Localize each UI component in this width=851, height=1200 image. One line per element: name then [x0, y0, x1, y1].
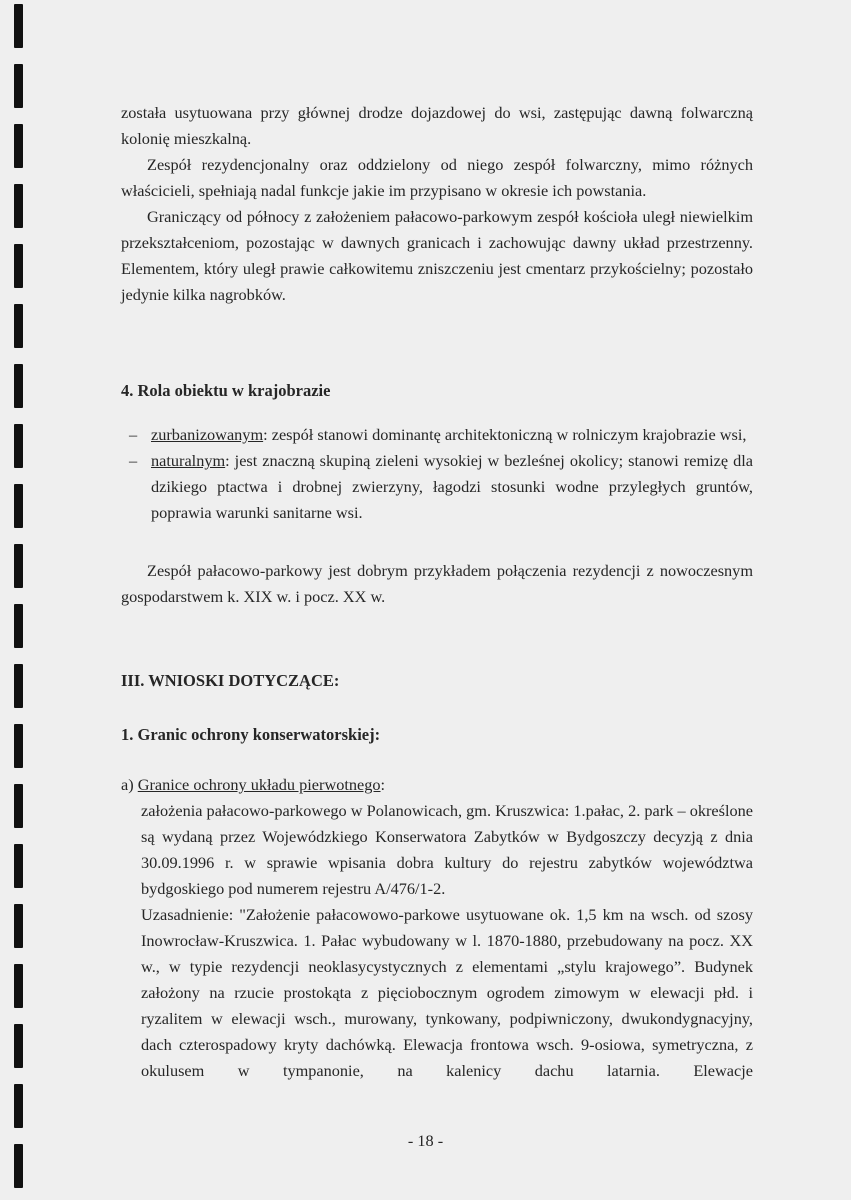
list-term: naturalnym: [151, 451, 226, 470]
binding-hole: [14, 1024, 23, 1068]
dash-bullet: –: [129, 451, 138, 470]
binding-hole: [14, 424, 23, 468]
subsection-heading: 1. Granic ochrony konserwatorskiej:: [121, 725, 381, 744]
paragraph: Graniczący od północy z założeniem pałacowo-parkowym zespół kościoła uległ niewielkim przekształceniom, pozostając w dawnych granicach i zachowując dawny układ przestrzenny. Elementem, który uległ prawie całkowitemu zniszczeniu jest cmentarz przykościelny; pozostało jedynie kilka nagrobków.: [121, 207, 753, 304]
binding-hole: [14, 1084, 23, 1128]
item-a-heading: [121, 772, 753, 798]
binding-holes: [14, 0, 23, 1200]
binding-hole: [14, 64, 23, 108]
paragraph: Zespół pałacowo-parkowy jest dobrym przykładem połączenia rezydencji z nowoczesnym gospodarstwem k. XIX w. i pocz. XX w.: [121, 561, 753, 606]
section-heading: 4. Rola obiektu w krajobrazie: [121, 381, 331, 400]
item-a: [121, 772, 753, 1084]
dash-bullet: –: [129, 425, 138, 444]
binding-hole: [14, 964, 23, 1008]
binding-hole: [14, 724, 23, 768]
binding-hole: [14, 844, 23, 888]
list-term: zurbanizowanym: [151, 425, 264, 444]
binding-hole: [14, 904, 23, 948]
item-a-colon: :: [380, 775, 386, 794]
binding-hole: [14, 304, 23, 348]
page-number: - 18 -: [407, 1131, 444, 1150]
binding-hole: [14, 184, 23, 228]
list-text: : zespół stanowi dominantę architektoniczną w rolniczym krajobrazie wsi,: [263, 425, 747, 444]
binding-hole: [14, 4, 23, 48]
paragraph: została usytuowana przy głównej drodze dojazdowej do wsi, zastępując dawną folwarczną kolonię mieszkalną.: [121, 103, 753, 148]
paragraph: założenia pałacowo-parkowego w Polanowicach, gm. Kruszwica: 1.pałac, 2. park – określone są wydaną przez Wojewódzkiego Konserwatora Zabytków w Bydgoszczy decyzją z dnia 30.09.1996 r. w sprawie wpisania dobra kultury do rejestru zabytków województwa bydgoskiego pod numerem rejestru A/476/1-2.: [141, 801, 753, 898]
binding-hole: [14, 244, 23, 288]
list-item: [121, 448, 753, 526]
item-a-title: Granice ochrony układu pierwotnego: [137, 775, 381, 794]
binding-hole: [14, 484, 23, 528]
list-item: [121, 422, 753, 448]
list-text: : jest znaczną skupiną zieleni wysokiej w bezleśnej okolicy; stanowi remizę dla dzikiego ptactwa i drobnej zwierzyny, łagodzi stosunki wodne przyległych gruntów, poprawia warunki sanitarne wsi.: [151, 451, 753, 522]
section-heading: III. WNIOSKI DOTYCZĄCE:: [121, 671, 340, 690]
binding-hole: [14, 124, 23, 168]
page-content: [121, 100, 753, 1084]
binding-hole: [14, 604, 23, 648]
paragraph: Zespół rezydencjonalny oraz oddzielony od niego zespół folwarczny, mimo różnych właścicieli, spełniają nadal funkcje jakie im przypisano w okresie ich powstania.: [121, 155, 753, 200]
binding-hole: [14, 664, 23, 708]
paragraph: Uzasadnienie: "Założenie pałacowowo-parkowe usytuowane ok. 1,5 km na wsch. od szosy Inowrocław-Kruszwica. 1. Pałac wybudowany w l. 1870-1880, przebudowany na pocz. XX w., w typie rezydencji neoklasycystycznych z elementami „stylu krajowego”. Budynek założony na rzucie prostokąta z pięciobocznym ogrodem zimowym w elewacji płd. i ryzalitem w elewacji wsch., murowany, tynkowany, podpiwniczony, dwukondygnacyjny, dach czterospadowy kryty dachówką. Elewacja frontowa wsch. 9-osiowa, symetryczna, z okulusem w tympanonie, na kalenicy dachu latarnia. Elewacje: [141, 905, 753, 1080]
binding-hole: [14, 544, 23, 588]
item-a-label: a): [121, 775, 134, 794]
binding-hole: [14, 784, 23, 828]
binding-hole: [14, 364, 23, 408]
